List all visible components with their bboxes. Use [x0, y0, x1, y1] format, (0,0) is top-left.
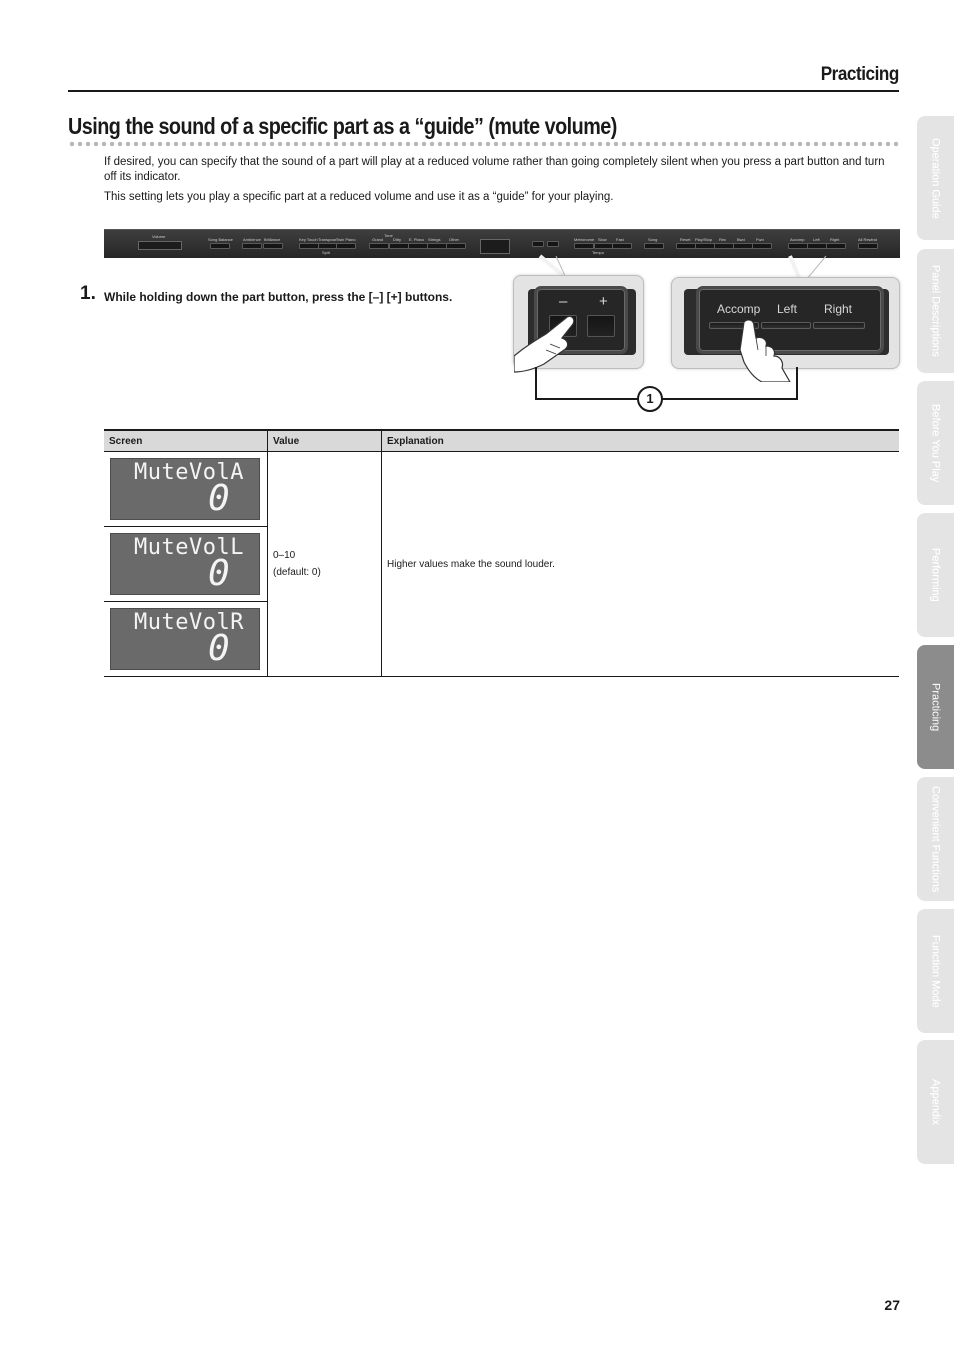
- panel-label: Tempo: [592, 250, 605, 255]
- front-panel-illustration: [104, 229, 900, 258]
- tab-label: Performing: [929, 548, 942, 602]
- panel-button: [826, 243, 846, 249]
- panel-label: Grand: [372, 237, 384, 242]
- panel-label: Split: [322, 250, 330, 255]
- panel-volume-slider: [138, 241, 182, 250]
- panel-label: Brilliance: [264, 237, 281, 242]
- mute-volume-table: [104, 429, 899, 677]
- panel-label: Song: [648, 237, 658, 242]
- page-number: 27: [884, 1297, 900, 1313]
- panel-label: Slow: [598, 237, 607, 242]
- lcd-text-line1: MuteVolA: [134, 460, 244, 485]
- panel-button: [733, 243, 753, 249]
- panel-button: [299, 243, 319, 249]
- tab-before-you-play[interactable]: [917, 381, 954, 505]
- panel-label: Strings: [428, 237, 441, 242]
- left-label: Left: [777, 302, 798, 316]
- panel-label: Twin Piano: [336, 237, 356, 242]
- panel-button: [788, 243, 808, 249]
- tab-label: Function Mode: [929, 934, 942, 1008]
- panel-button: [644, 243, 664, 249]
- tab-label: Operation Guide: [929, 137, 942, 219]
- tab-label: Before You Play: [929, 403, 942, 483]
- tab-panel-descriptions[interactable]: [917, 249, 954, 373]
- panel-button: [752, 243, 772, 249]
- panel-label: Reset: [680, 237, 691, 242]
- panel-button: [446, 243, 466, 249]
- panel-label: Right: [830, 237, 840, 242]
- panel-label: Ditty: [393, 237, 401, 242]
- table-header-row: [104, 430, 899, 452]
- explanation-cell: Higher values make the sound louder.: [382, 452, 900, 677]
- screen-cell: [104, 602, 268, 677]
- screen-cell: [104, 452, 268, 527]
- panel-button: [532, 241, 544, 247]
- panel-label: Fwd: [756, 237, 764, 242]
- step-number: 1.: [80, 283, 96, 304]
- panel-label: Song Balance: [208, 237, 233, 242]
- panel-button: [336, 243, 356, 249]
- panel-button: [408, 243, 428, 249]
- lcd-screen: [110, 458, 260, 520]
- panel-button: [612, 243, 632, 249]
- panel-label: Accomp: [790, 237, 805, 242]
- panel-button: [427, 243, 447, 249]
- zoom-callout-minus-plus: [513, 275, 644, 369]
- lcd-text-line2: 0: [208, 553, 230, 594]
- heading-dotted-rule: [68, 141, 900, 147]
- panel-label: Tone: [384, 233, 393, 238]
- table-header-explanation: Explanation: [382, 430, 900, 452]
- value-range: 0–10: [273, 550, 296, 561]
- panel-label: Fast: [616, 237, 624, 242]
- panel-label: All Rewind: [858, 237, 877, 242]
- lcd-text-line2: 0: [208, 478, 230, 519]
- tab-label: Practicing: [929, 682, 942, 732]
- tab-practicing[interactable]: [917, 645, 954, 769]
- panel-button: [594, 243, 614, 249]
- screen-cell: [104, 527, 268, 602]
- step-bracket: [535, 367, 798, 400]
- lcd-text-line1: MuteVolL: [134, 535, 244, 560]
- step-instruction: While holding down the part button, press the [–] [+] buttons.: [104, 290, 453, 304]
- panel-button: [547, 241, 559, 247]
- value-cell: [268, 452, 382, 677]
- right-label: Right: [824, 302, 853, 316]
- panel-label: Play/Stop: [695, 237, 713, 242]
- plus-label: +: [599, 293, 608, 310]
- accomp-label: Accomp: [717, 302, 761, 316]
- panel-button: [318, 243, 338, 249]
- tab-operation-guide[interactable]: [917, 116, 954, 240]
- panel-label: E. Piano: [409, 237, 425, 242]
- tab-convenient-functions[interactable]: [917, 777, 954, 901]
- right-button: [813, 322, 865, 329]
- intro-paragraph-2: This setting lets you play a specific part at a reduced volume and use it as a “guide” for your playing.: [104, 191, 614, 203]
- panel-button: [210, 243, 230, 249]
- minus-label: –: [559, 293, 568, 310]
- value-default: (default: 0): [273, 567, 321, 578]
- tab-appendix[interactable]: [917, 1040, 954, 1164]
- tab-label: Appendix: [929, 1079, 942, 1125]
- panel-label: Rec: [719, 237, 727, 242]
- tab-label: Panel Descriptions: [929, 265, 942, 357]
- table-row: [104, 452, 899, 527]
- tab-performing[interactable]: [917, 513, 954, 637]
- panel-button: [858, 243, 878, 249]
- panel-label: Transpose: [318, 237, 337, 242]
- panel-button: [676, 243, 696, 249]
- table-header-value: Value: [268, 430, 382, 452]
- panel-button: [695, 243, 715, 249]
- panel-label: Left: [813, 237, 820, 242]
- panel-label: Other: [449, 237, 460, 242]
- panel-label: Metronome: [574, 237, 595, 242]
- lcd-screen: [110, 608, 260, 670]
- intro-paragraph-1: If desired, you can specify that the sound of a part will play at a reduced volume rather than going completely silent when you press a part button and turn off its indicator.: [104, 156, 885, 183]
- header-rule: [68, 90, 899, 92]
- section-title: Practicing: [820, 64, 899, 85]
- panel-label: Bwd: [737, 237, 745, 242]
- lcd-text-line2: 0: [208, 628, 230, 669]
- tab-label: Convenient Functions: [929, 785, 942, 893]
- lcd-text-line1: MuteVolR: [134, 610, 244, 635]
- panel-button: [389, 243, 409, 249]
- panel-button: [263, 243, 283, 249]
- table-header-screen: Screen: [104, 430, 268, 452]
- panel-button: [369, 243, 389, 249]
- page-heading: Using the sound of a specific part as a “guide” (mute volume): [68, 113, 617, 139]
- panel-label: Volume: [152, 234, 166, 239]
- panel-label: Key Touch: [299, 237, 318, 242]
- step-callout-number: 1: [637, 386, 663, 412]
- panel-button: [574, 243, 594, 249]
- lcd-screen: [110, 533, 260, 595]
- panel-button: [242, 243, 262, 249]
- zoom-callout-part-buttons: [671, 277, 900, 369]
- panel-display: [480, 239, 510, 254]
- tab-function-mode[interactable]: [917, 909, 954, 1033]
- panel-button: [807, 243, 827, 249]
- panel-button: [714, 243, 734, 249]
- panel-label: Ambience: [243, 237, 261, 242]
